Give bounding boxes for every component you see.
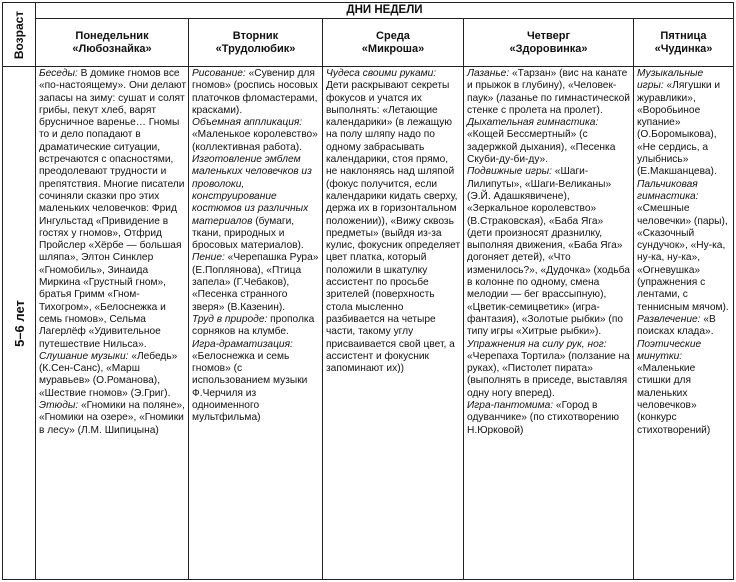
thursday-games: Подвижные игры: «Шаги-Лилипуты», «Шаги-Великаны» (Э.Й. Адашкявичене), «Зеркальное королевство» (В.Страковская), «Баба Яга» (дети произносят дразнилку, выполняя движения, «Баба Яга» догоняет детей), «Что изменилось?», «Дудочка» (ходьба в колонне по одному, смена мелодии — бег врассыпную), «Цветик-семицветик» (игра-фантазия), «Золотые рыбки» (по типу игры «Хитрые рыбки»). (467, 166, 630, 338)
day-theme: «Здоровинка» (509, 42, 588, 55)
tuesday-drama: Игра-драматизация: «Белоснежка и семь гномов» (с использованием музыки Ф.Черчиля из одноименного мультфильма) (192, 338, 308, 424)
day-header-friday (634, 19, 733, 66)
tuesday-cell (189, 68, 322, 578)
wednesday-tricks: Чудеса своими руками: Дети раскрывают секреты фокусов и учатся их выполнять: «Летающие календарики» (в лежащую на полу шляпу надо по одному забрасывать календарики, стоя прямо, не наклоняясь над шляпой (фокус получится, если календарики кидать сверху, держа их в горизонтальном положении)), «Вижу сквозь предметы» (выйдя из-за кулис, фокусник определяет цвет платка, который положили в шкатулку ассистент по просьбе зрителей (поверхность стола мысленно разбивается на четыре части, такому углу присваивается свой цвет, а ассистент и фокусник запоминают их)) (326, 68, 461, 375)
thursday-climbing: Лазанье: «Тарзан» (вис на канате и прыжок в глубину), «Человек-паук» (лазанье по гимнастической стенке с пролета на пролет). (467, 68, 630, 116)
friday-poetry: Поэтические минутки: «Маленькие стишки для маленьких человечков» (конкурс стихотворений) (637, 338, 711, 436)
border-bottom (2, 579, 734, 580)
day-theme: «Чудинка» (654, 42, 713, 55)
border-right (733, 2, 734, 580)
day-name: Понедельник (75, 29, 149, 42)
tuesday-labor: Труд в природе: прополка сорняков на клумбе. (192, 313, 315, 338)
day-theme: «Трудолюбик» (215, 42, 296, 55)
age-header-cell (3, 3, 35, 66)
age-label: 5–6 лет (11, 299, 27, 347)
tuesday-singing: Пение: «Черепашка Рура» (Е.Поплянова), «Птица запела» (Г.Чебаков), «Песенка странного зверя» (В.Казенин). (192, 252, 319, 313)
tuesday-drawing: Рисование: «Сувенир для гномов» (роспись носовых платочков фломастерами, красками). (192, 68, 318, 116)
friday-entertainment: Развлечение: «В поисках клада». (637, 313, 716, 338)
friday-cell (634, 68, 733, 578)
age-header: Возраст (12, 10, 27, 59)
day-header-monday (36, 19, 188, 66)
schedule-table (2, 2, 734, 580)
thursday-breathing: Дыхательная гимнастика: «Кощей Бессмертный» (с задержкой дыхания), «Песенка Скуби-ду-би-ду». (467, 117, 616, 166)
tuesday-applique: Объемная аппликация: «Маленькое королевство» (коллективная работа). (192, 117, 318, 153)
tuesday-crafts: Изготовление эмблем маленьких человечков из проволоки, конструирование костюмов из различных материалов (бумаги, ткани, природных и бросовых материалов). (192, 154, 312, 252)
days-header: ДНИ НЕДЕЛИ (346, 4, 423, 16)
day-name: Среда (376, 29, 410, 42)
day-theme: «Любознайка» (72, 42, 152, 55)
monday-etudes: Этюды: «Гномики на поляне», «Гномики на озере», «Гномики в лесу» (Л.М. Шипицына) (39, 400, 185, 436)
age-cell (3, 67, 35, 579)
day-header-thursday (464, 19, 633, 66)
friday-music-games: Музыкальные игры: «Лягушки и журавлики», «Воробьиное купание» (О.Боромыкова), «Не сердись, а улыбнись» (Е.Макшанцева). (637, 68, 721, 178)
day-name: Вторник (232, 29, 279, 42)
day-name: Пятница (660, 29, 707, 42)
wednesday-cell (323, 68, 463, 578)
monday-conversations: Беседы: В домике гномов все «по-настоящему». Они делают запасы на зиму: сушат и солят грибы, пекут хлеб, варят брусничное варенье… Гномы то и дело попадают в драматические ситуации, встречаются с опасностями, преодолевают трудности и препятствия. Многие писатели сочиняли сказки про этих маленьких человечков: Фрид Ингульстад «Привидение в гостях у гномов», Отфрид Пройслер «Хёрбе — большая шляпа», Элтон Синклер «Гномобиль», Зинаида Миркина «Грустный гном», братья Гримм «Гном-Тихогром», «Белоснежка и семь гномов», Сельма Лагерлёф «Удивительное путешествие Нильса». (39, 68, 186, 350)
thursday-pantomime: Игра-пантомима: «Город в одуванчике» (по стихотворению Н.Юрковой) (467, 400, 619, 436)
day-theme: «Микроша» (361, 42, 425, 55)
monday-cell (36, 68, 188, 578)
thursday-strength: Упражнения на силу рук, ног: «Черепаха Тортила» (ползание на руках), «Пистолет пирата» (выполнять в приседе, выставляя одну ногу вперед). (467, 338, 630, 399)
friday-finger-gym: Пальчиковая гимнастика: «Смешные человечки» (пары), «Сказочный сундучок», «Ну-ка, ну-ка, ну-ка», «Огневушка» (упражнения с лентами, с теннисным мячом). (637, 178, 729, 313)
day-header-tuesday (189, 19, 322, 66)
header-bottom-divider (2, 66, 734, 67)
day-header-wednesday (323, 19, 463, 66)
monday-music: Слушание музыки: «Лебедь» (К.Сен-Санс), «Марш муравьев» (О.Романова), «Шествие гномов» (Э.Григ). (39, 350, 178, 399)
day-name: Четверг (526, 29, 571, 42)
thursday-cell (464, 68, 633, 578)
